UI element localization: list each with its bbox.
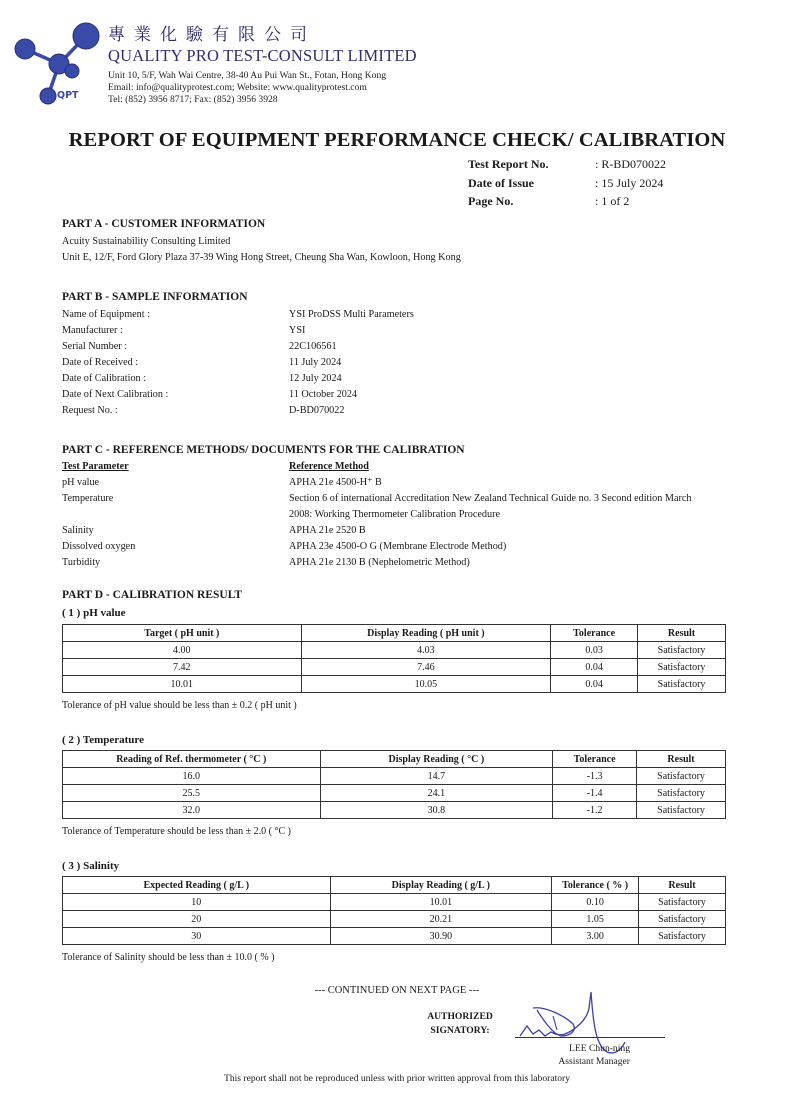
cell-tolerance: 3.00 <box>552 928 639 945</box>
cell-result: Satisfactory <box>639 894 726 911</box>
cell-result: Satisfactory <box>639 928 726 945</box>
meta-value: : 1 of 2 <box>595 194 630 208</box>
cell-display: 24.1 <box>320 785 553 802</box>
reproduction-disclaimer: This report shall not be reproduced unless with prior written approval from this laboratory <box>223 1073 571 1084</box>
table-row <box>63 894 726 911</box>
sample-value: 11 July 2024 <box>289 357 342 368</box>
col-test-parameter: Test Parameter <box>62 461 129 472</box>
cell-tolerance: 0.04 <box>551 659 638 676</box>
header-cell: Result <box>638 625 726 642</box>
sample-label: Serial Number : <box>62 341 128 352</box>
cell-tolerance: -1.3 <box>553 768 637 785</box>
cell-display: 7.46 <box>301 659 551 676</box>
company-english-name: QUALITY PRO TEST-CONSULT LIMITED <box>108 46 417 65</box>
cell-tolerance: 0.04 <box>551 676 638 693</box>
meta-value: : R-BD070022 <box>595 157 667 171</box>
table-row <box>63 785 726 802</box>
header-cell: Display Reading ( g/L ) <box>330 877 552 894</box>
signatory-title: Assistant Manager <box>558 1056 630 1067</box>
meta-label: Page No. <box>468 194 514 208</box>
temperature-section-title: ( 2 ) Temperature <box>62 734 144 746</box>
cell-result: Satisfactory <box>638 642 726 659</box>
authorized-line2: SIGNATORY: <box>430 1025 490 1036</box>
method-ref: APHA 23e 4500-O G (Membrane Electrode Method) <box>289 541 507 552</box>
header-cell: Display Reading ( pH unit ) <box>301 625 551 642</box>
header-cell: Target ( pH unit ) <box>63 625 302 642</box>
cell-tolerance: -1.4 <box>553 785 637 802</box>
cell-display: 10.01 <box>330 894 552 911</box>
table-row <box>63 642 726 659</box>
logo-text: QPT <box>57 90 79 101</box>
sample-label: Request No. : <box>62 405 118 416</box>
cell-reference: 16.0 <box>63 768 321 785</box>
header-cell: Tolerance ( % ) <box>552 877 639 894</box>
company-logo <box>8 14 108 106</box>
table-row <box>63 768 726 785</box>
cell-display: 20.21 <box>330 911 552 928</box>
table-header-row <box>63 877 726 894</box>
cell-tolerance: -1.2 <box>553 802 637 819</box>
authorized-signatory-label <box>420 1010 500 1038</box>
header-cell: Tolerance <box>551 625 638 642</box>
sample-label: Manufacturer : <box>62 325 123 336</box>
meta-label: Test Report No. <box>468 157 549 171</box>
authorized-line1: AUTHORIZED <box>427 1011 493 1022</box>
cell-reference: 32.0 <box>63 802 321 819</box>
table-header-row <box>63 751 726 768</box>
cell-reference: 25.5 <box>63 785 321 802</box>
sample-value: 11 October 2024 <box>289 389 358 400</box>
ph-tolerance-note: Tolerance of pH value should be less than ± 0.2 ( pH unit ) <box>62 700 297 711</box>
cell-display: 30.8 <box>320 802 553 819</box>
cell-tolerance: 1.05 <box>552 911 639 928</box>
part-a-heading: PART A - CUSTOMER INFORMATION <box>62 218 266 230</box>
meta-label: Date of Issue <box>468 176 534 190</box>
cell-display: 10.05 <box>301 676 551 693</box>
table-row <box>63 928 726 945</box>
cell-display: 14.7 <box>320 768 553 785</box>
report-title: REPORT OF EQUIPMENT PERFORMANCE CHECK/ CALIBRATION <box>68 129 726 151</box>
cell-tolerance: 0.10 <box>552 894 639 911</box>
signatory-name: LEE Chun-ning <box>568 1043 630 1054</box>
temperature-results-table <box>62 750 726 819</box>
table-row <box>63 802 726 819</box>
header-cell: Expected Reading ( g/L ) <box>63 877 331 894</box>
cell-target: 4.00 <box>63 642 302 659</box>
cell-expected: 30 <box>63 928 331 945</box>
method-param: pH value <box>62 477 100 488</box>
header-cell: Reading of Ref. thermometer ( °C ) <box>63 751 321 768</box>
sample-value: YSI ProDSS Multi Parameters <box>289 309 414 320</box>
cell-result: Satisfactory <box>637 785 726 802</box>
header-cell: Result <box>639 877 726 894</box>
company-tel-fax: Tel: (852) 3956 8717; Fax: (852) 3956 3928 <box>108 94 278 105</box>
sample-label: Date of Calibration : <box>62 373 147 384</box>
sample-label: Date of Received : <box>62 357 139 368</box>
temperature-tolerance-note: Tolerance of Temperature should be less than ± 2.0 ( °C ) <box>62 826 291 837</box>
salinity-section-title: ( 3 ) Salinity <box>62 860 120 872</box>
salinity-tolerance-note: Tolerance of Salinity should be less than ± 10.0 ( % ) <box>62 952 275 963</box>
method-param: Dissolved oxygen <box>62 541 136 552</box>
header-cell: Result <box>637 751 726 768</box>
method-param: Temperature <box>62 493 114 504</box>
method-ref: APHA 21e 2520 B <box>289 525 366 536</box>
part-b-heading: PART B - SAMPLE INFORMATION <box>62 291 248 303</box>
table-row <box>63 911 726 928</box>
cell-result: Satisfactory <box>637 802 726 819</box>
salinity-results-table <box>62 876 726 945</box>
company-chinese-name: 專業化驗有限公司 <box>108 25 316 45</box>
method-ref-continued: 2008: Working Thermometer Calibration Procedure <box>289 509 500 520</box>
cell-result: Satisfactory <box>637 768 726 785</box>
method-param: Salinity <box>62 525 94 536</box>
sample-value: D-BD070022 <box>289 405 345 416</box>
cell-expected: 10 <box>63 894 331 911</box>
cell-display: 30.90 <box>330 928 552 945</box>
method-ref: APHA 21e 4500-H⁺ B <box>289 477 382 488</box>
cell-result: Satisfactory <box>639 911 726 928</box>
sample-value: YSI <box>289 325 306 336</box>
table-row <box>63 659 726 676</box>
customer-address: Unit E, 12/F, Ford Glory Plaza 37-39 Wing Hong Street, Cheung Sha Wan, Kowloon, Hong Kong <box>62 252 461 263</box>
ph-results-table <box>62 624 726 693</box>
cell-display: 4.03 <box>301 642 551 659</box>
header-cell: Display Reading ( °C ) <box>320 751 553 768</box>
part-c-heading: PART C - REFERENCE METHODS/ DOCUMENTS FOR THE CALIBRATION <box>62 444 465 456</box>
company-email-website: Email: info@qualityprotest.com; Website: www.qualityprotest.com <box>108 82 367 93</box>
cell-result: Satisfactory <box>638 676 726 693</box>
method-ref: Section 6 of international Accreditation New Zealand Technical Guide no. 3 Second edition March <box>289 493 692 504</box>
customer-name: Acuity Sustainability Consulting Limited <box>62 236 231 247</box>
sample-label: Date of Next Calibration : <box>62 389 169 400</box>
col-reference-method: Reference Method <box>289 461 369 472</box>
header-cell: Tolerance <box>553 751 637 768</box>
part-d-heading: PART D - CALIBRATION RESULT <box>62 589 243 601</box>
company-address: Unit 10, 5/F, Wah Wai Centre, 38-40 Au Pui Wan St., Fotan, Hong Kong <box>108 70 387 81</box>
meta-value: : 15 July 2024 <box>595 176 664 190</box>
signatory-block <box>540 1042 630 1068</box>
cell-target: 7.42 <box>63 659 302 676</box>
method-ref: APHA 21e 2130 B (Nephelometric Method) <box>289 557 470 568</box>
cell-tolerance: 0.03 <box>551 642 638 659</box>
sample-label: Name of Equipment : <box>62 309 150 320</box>
cell-result: Satisfactory <box>638 659 726 676</box>
cell-target: 10.01 <box>63 676 302 693</box>
table-header-row <box>63 625 726 642</box>
continued-notice: --- CONTINUED ON NEXT PAGE --- <box>314 985 480 996</box>
method-param: Turbidity <box>62 557 101 568</box>
sample-value: 12 July 2024 <box>289 373 342 384</box>
sample-value: 22C106561 <box>289 341 337 352</box>
table-row <box>63 676 726 693</box>
ph-section-title: ( 1 ) pH value <box>62 607 126 619</box>
cell-expected: 20 <box>63 911 331 928</box>
